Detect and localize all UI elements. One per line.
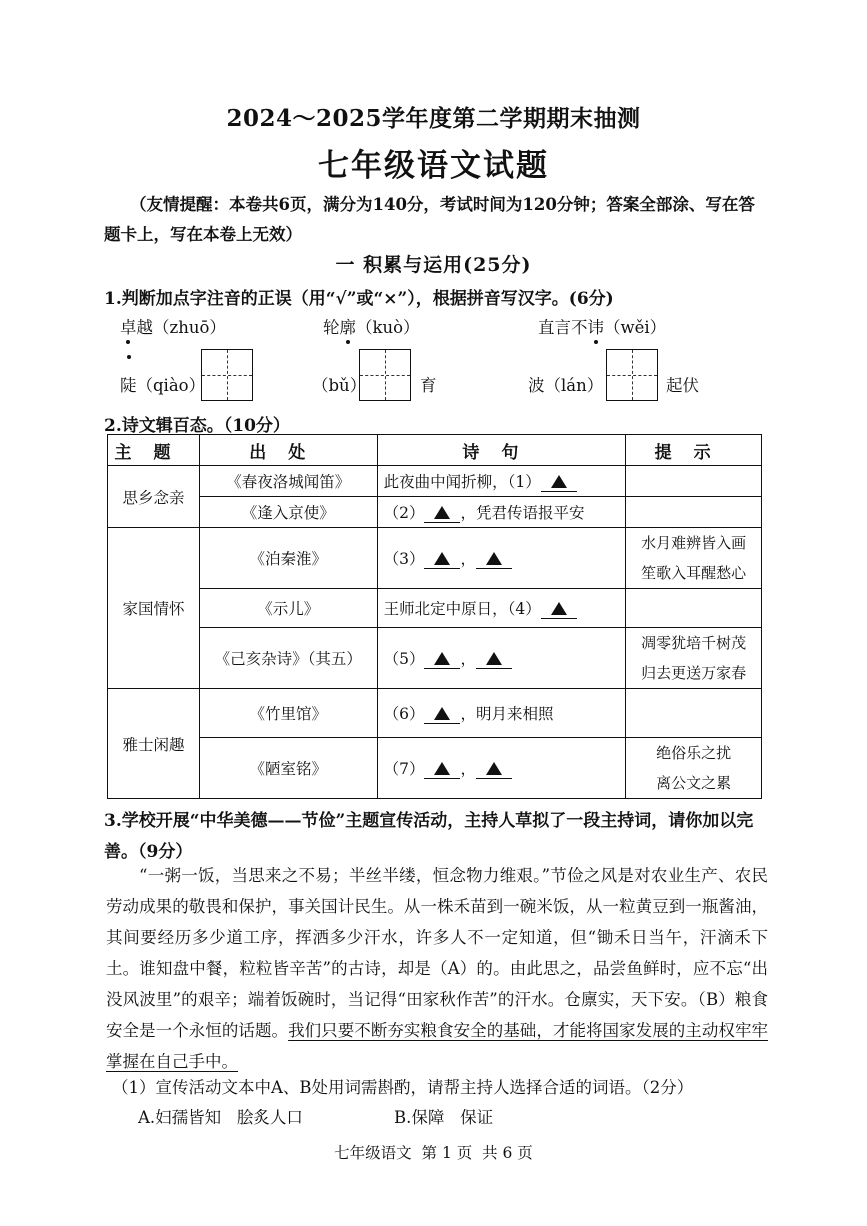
section-title: 一 积累与运用(25分): [335, 254, 532, 276]
answer-blank[interactable]: [541, 600, 577, 619]
hint-cell: [626, 589, 762, 628]
hint-cell: 水月难辨皆入画 笙歌入耳醒愁心: [626, 528, 762, 589]
answer-blank[interactable]: [476, 760, 512, 779]
hint-cell: 绝俗乐之扰 离公文之累: [626, 738, 762, 799]
q1-item-3: 直言不讳（wěi）: [538, 318, 667, 337]
source-cell: 《己亥杂诗》（其五）: [199, 628, 377, 689]
q1-item-4-text: 陡（qiào）: [120, 376, 206, 395]
triangle-icon: [551, 475, 567, 488]
q1-stem: 1.判断加点字注音的正误（用“√”或“×”），根据拼音写汉字。(6分): [104, 289, 614, 309]
table-header-row: [108, 435, 762, 466]
passage-main-text: “一粥一饭，当思来之不易；半丝半缕，恒念物力维艰。”节俭之风是对农业生产、农民劳动成果的敬畏和保护，事关国计民生。从一株禾苗到一碗米饭，从一粒黄豆到一瓶酱油，其间要经历多少道工序，挥洒多少汗水，许多人不一定知道，但“锄禾日当午，汗滴禾下土。谁知盘中餐，粒粒皆辛苦”的古诗，却是（A）的。由此思之，品尝鱼鲜时，应不忘“出没风波里”的艰辛；端着饭碗时，当记得“田家秋作苦”的汗水。仓廪实，天下安。（B）粮食安全是一个永恒的话题。: [106, 866, 768, 1040]
header-source: 出处: [199, 435, 377, 466]
option-b: B.保障 保证: [394, 1108, 494, 1127]
dotted-char: 讳: [587, 318, 604, 337]
answer-blank[interactable]: [476, 650, 512, 669]
dot-mark: [127, 355, 131, 359]
exam-notice: （友情提醒：本卷共6页，满分为140分，考试时间为120分钟；答案全部涂、写在答题卡上，写在本卷上无效）: [104, 195, 755, 244]
q1-item-6-text: 波（lán）: [528, 376, 604, 395]
triangle-icon: [434, 652, 450, 665]
triangle-icon: [486, 552, 502, 565]
q3-passage: [106, 860, 768, 1077]
triangle-icon: [434, 506, 450, 519]
table-row: [108, 497, 762, 528]
writing-box-5[interactable]: [359, 349, 411, 401]
q2-stem: 2.诗文辑百态。（10分）: [104, 416, 290, 436]
option-a: A.妇孺皆知 脍炙人口: [138, 1108, 303, 1127]
source-cell: 《泊秦淮》: [199, 528, 377, 589]
q3-sub1: （1）宣传活动文本中A、B处用词需斟酌，请帮主持人选择合适的词语。（2分）: [112, 1078, 694, 1097]
source-cell: 《竹里馆》: [199, 689, 377, 738]
verse-cell: 王师北定中原日，（4）: [377, 589, 626, 628]
table-row: [108, 528, 762, 589]
answer-blank[interactable]: [424, 760, 460, 779]
verse-cell: 此夜曲中闻折柳，（1）: [377, 466, 626, 497]
exam-title-line1: 2024～2025学年度第二学期期末抽测: [226, 105, 641, 132]
source-cell: 《陋室铭》: [199, 738, 377, 799]
writing-box-4[interactable]: [201, 349, 253, 401]
source-cell: 《示儿》: [199, 589, 377, 628]
triangle-icon: [551, 602, 567, 615]
verse-cell: （2） ，凭君传语报平安: [377, 497, 626, 528]
table-row: [108, 738, 762, 799]
dotted-char: 卓: [120, 318, 137, 337]
header-hint: 提示: [626, 435, 762, 466]
answer-blank[interactable]: [476, 550, 512, 569]
page-footer: 七年级语文 第 1 页 共 6 页: [334, 1144, 533, 1162]
answer-blank[interactable]: [424, 504, 460, 523]
hint-cell: [626, 466, 762, 497]
answer-blank[interactable]: [424, 650, 460, 669]
theme-cell: 雅士闲趣: [108, 689, 200, 799]
verse-cell: （3） ，: [377, 528, 626, 589]
triangle-icon: [434, 762, 450, 775]
writing-box-6[interactable]: [606, 349, 658, 401]
theme-cell: 思乡念亲: [108, 466, 200, 528]
verse-cell: （6） ，明月来相照: [377, 689, 626, 738]
table-row: [108, 466, 762, 497]
passage-underlined-sentence: 我们只要不断夯实粮食安全的基础，才能将国家发展的主动权牢牢掌握在自己手中。: [106, 1021, 769, 1071]
theme-cell: 家国情怀: [108, 528, 200, 689]
triangle-icon: [434, 707, 450, 720]
answer-blank[interactable]: [541, 473, 577, 492]
answer-blank[interactable]: [424, 550, 460, 569]
answer-blank[interactable]: [424, 705, 460, 724]
hint-cell: [626, 497, 762, 528]
table-row: [108, 589, 762, 628]
q1-item-5-suffix: 育: [420, 376, 437, 395]
q3-stem: 3.学校开展“中华美德——节俭”主题宣传活动，主持人草拟了一段主持词，请你加以完善。（9分）: [104, 811, 754, 862]
header-verse: 诗句: [377, 435, 626, 466]
q1-item-2: 轮廓（kuò）: [323, 318, 420, 337]
q1-item-5-text: （bǔ）: [312, 376, 367, 395]
poem-table: [107, 434, 762, 799]
hint-cell: 凋零犹培千树茂 归去更送万家春: [626, 628, 762, 689]
source-cell: 《逢入京使》: [199, 497, 377, 528]
exam-title-line2: 七年级语文试题: [318, 148, 549, 184]
table-row: [108, 689, 762, 738]
q1-item-6-suffix: 起伏: [666, 376, 699, 395]
table-row: [108, 628, 762, 689]
header-theme: 主题: [108, 435, 200, 466]
dotted-char: 廓: [339, 318, 356, 337]
source-cell: 《春夜洛城闻笛》: [199, 466, 377, 497]
verse-cell: （7） ，: [377, 738, 626, 799]
hint-cell: [626, 689, 762, 738]
verse-cell: （5） ，: [377, 628, 626, 689]
triangle-icon: [434, 552, 450, 565]
triangle-icon: [486, 762, 502, 775]
q1-item-1: 卓越（zhuō）: [120, 318, 226, 337]
triangle-icon: [486, 652, 502, 665]
